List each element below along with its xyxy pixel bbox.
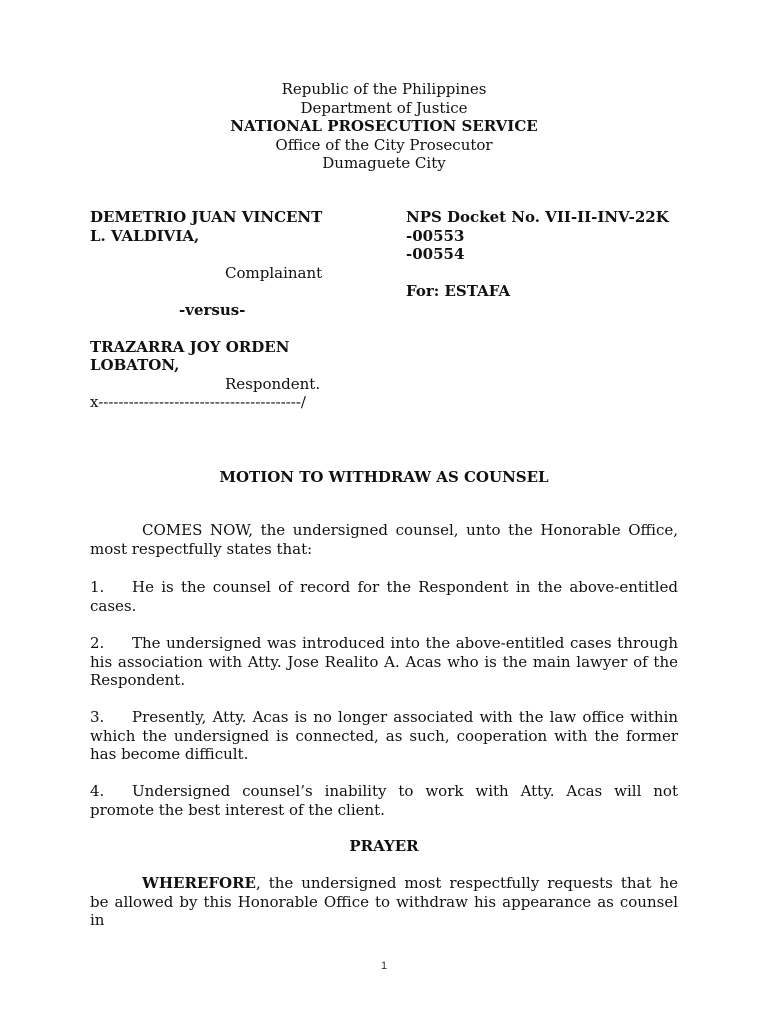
- prayer-text: , the undersigned most respectfully requests that he be allowed by this Honorable Office to withdraw his appearance as counsel in: [90, 874, 678, 929]
- complainant-name-line2: L. VALDIVIA,: [90, 226, 200, 245]
- docket-number-line3: -00554: [406, 245, 465, 263]
- header-office: Office of the City Prosecutor: [275, 135, 493, 154]
- case-nature: For: ESTAFA: [406, 282, 511, 300]
- paragraph-text: Presently, Atty. Acas is no longer associated with the law office within which the undersigned is connected, as such, cooperation with the former has become difficult.: [90, 708, 678, 763]
- versus-label: -versus-: [179, 300, 246, 319]
- paragraph-1: [90, 578, 678, 615]
- docket-number-line1: NPS Docket No. VII-II-INV-22K: [406, 208, 669, 226]
- case-caption-parties: [90, 208, 370, 412]
- body-intro: [90, 521, 678, 558]
- complainant-name-line1: DEMETRIO JUAN VINCENT: [90, 208, 323, 226]
- prayer-lead: WHEREFORE: [142, 874, 256, 892]
- paragraph-3: [90, 708, 678, 764]
- header-department: Department of Justice: [300, 98, 468, 117]
- prayer-heading: PRAYER: [349, 837, 419, 855]
- paragraph-number: 4.: [90, 782, 105, 800]
- motion-title: MOTION TO WITHDRAW AS COUNSEL: [219, 468, 549, 486]
- paragraph-text: He is the counsel of record for the Respondent in the above-entitled cases.: [90, 578, 678, 615]
- document-header: [0, 80, 768, 173]
- case-caption-docket: [406, 208, 706, 301]
- prayer-body: [90, 874, 678, 930]
- docket-number-line2: -00553: [406, 226, 465, 245]
- header-service: NATIONAL PROSECUTION SERVICE: [230, 117, 538, 135]
- respondent-role: Respondent.: [225, 374, 321, 393]
- respondent-name-line1: TRAZARRA JOY ORDEN: [90, 337, 290, 356]
- respondent-name-line2: LOBATON,: [90, 356, 180, 374]
- complainant-role: Complainant: [225, 263, 323, 282]
- paragraph-4: [90, 782, 678, 819]
- paragraph-2: [90, 634, 678, 690]
- paragraph-text: Undersigned counsel’s inability to work with Atty. Acas will not promote the best interest of the client.: [90, 782, 678, 819]
- paragraph-text: The undersigned was introduced into the above-entitled cases through his association with Atty. Jose Realito A. Acas who is the main lawyer of the Respondent.: [90, 634, 678, 689]
- caption-separator: x----------------------------------------/: [90, 393, 306, 411]
- header-city: Dumaguete City: [322, 154, 446, 172]
- intro-paragraph: COMES NOW, the undersigned counsel, unto the Honorable Office, most respectfully states that:: [90, 521, 678, 558]
- header-republic: Republic of the Philippines: [281, 80, 487, 98]
- paragraph-number: 1.: [90, 578, 105, 596]
- page-number: 1: [380, 960, 388, 972]
- paragraph-number: 3.: [90, 708, 105, 726]
- paragraph-number: 2.: [90, 634, 105, 652]
